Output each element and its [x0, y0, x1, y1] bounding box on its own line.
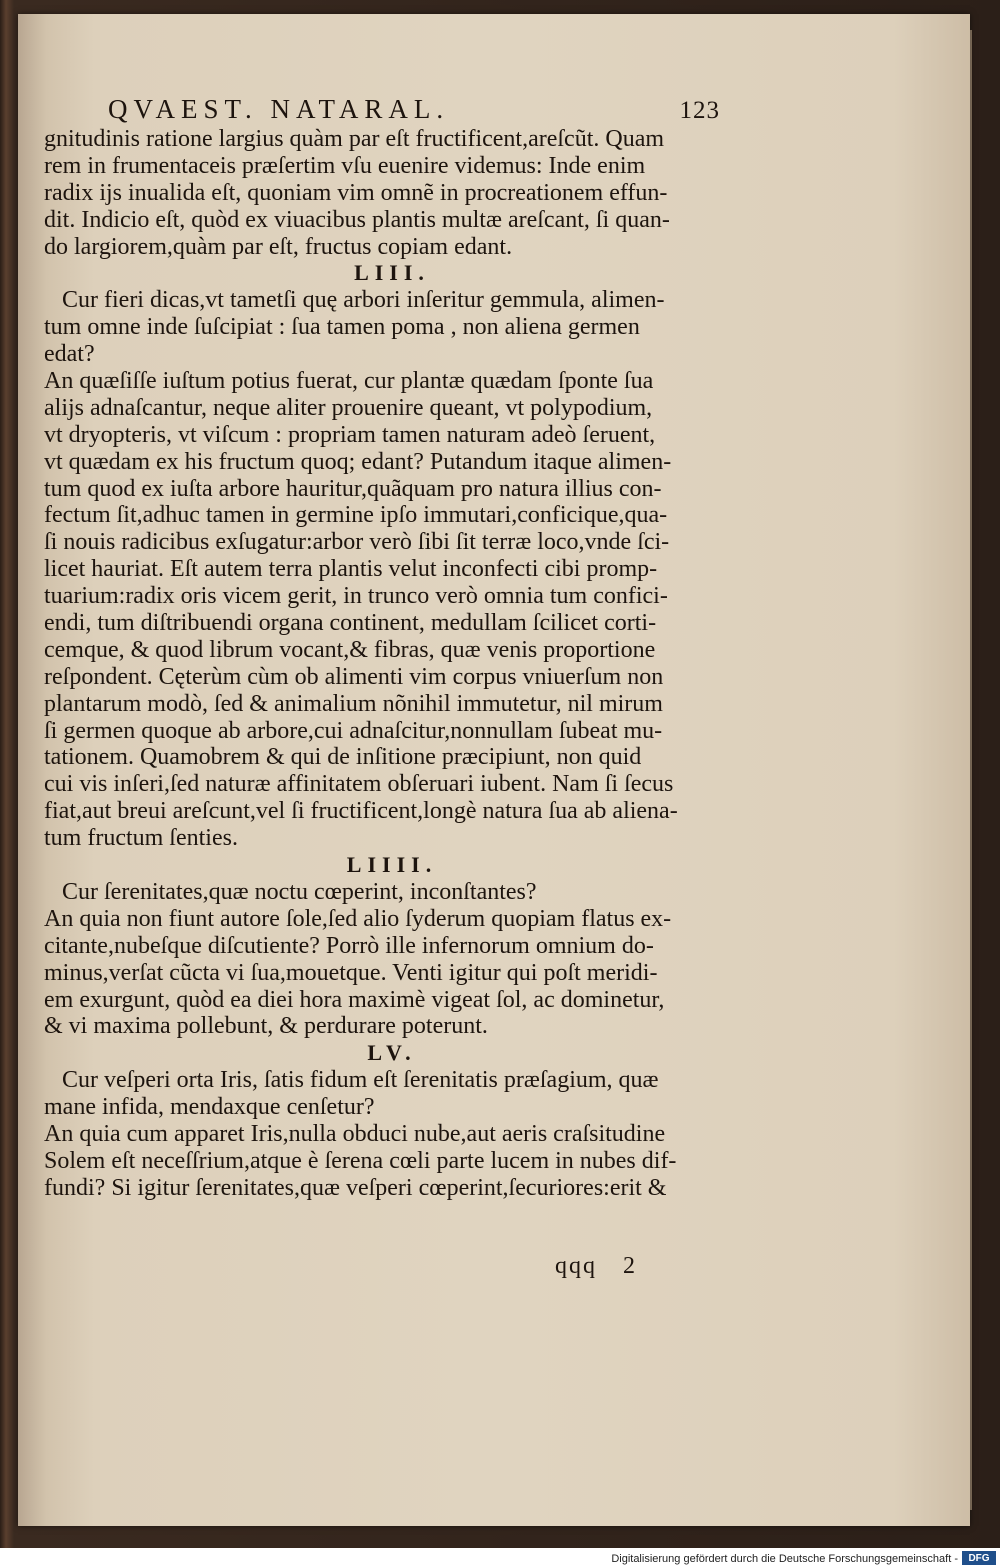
text-line: vt dryopteris, vt viſcum : propriam tamen naturam adeò ſeruent, — [44, 421, 656, 448]
text-line: gnitudinis ratione largius quàm par eſt fructificent,areſcũt. Quam — [44, 126, 665, 152]
text-line: mane infida, mendaxque cenſetur? — [44, 1094, 375, 1121]
running-head — [108, 96, 720, 126]
text-line: do largiorem,quàm par eſt, fructus copiam edant. — [44, 233, 513, 260]
text-line: fiat,aut breui areſcunt,vel ſi fructificent,longè natura ſua ab aliena- — [44, 798, 678, 825]
text-line: Cur fieri dicas,vt tametſi quę arbori inſeritur gemmula, alimen- — [62, 287, 665, 314]
text-line: ſi nouis radicibus exſugatur:arbor verò ſibi ſit terræ loco,vnde ſci- — [44, 529, 670, 556]
text-line: licet hauriat. Eſt autem terra plantis velut inconfecti cibi promp- — [44, 556, 658, 583]
text-line: tum omne inde ſuſcipiat : ſua tamen poma , non aliena germen — [44, 314, 640, 341]
text-line: tum quod ex iuſta arbore hauritur,quãquam pro natura illius con- — [44, 475, 662, 502]
section-heading: LIIII. — [346, 852, 438, 878]
text-line: cemque, & quod librum vocant,& fibras, quæ venis proportione — [44, 636, 656, 663]
text-line: alijs adnaſcantur, neque aliter prouenire queant, vt polypodium, — [44, 394, 653, 421]
text-line: minus,verſat cũcta vi ſua,mouetque. Venti igitur qui poſt meridi- — [44, 959, 658, 986]
text-line: rem in frumentaceis præſertim vſu euenire videmus: Inde enim — [44, 152, 646, 179]
text-line: plantarum modò, ſed & animalium nõnihil immutetur, nil mirum — [44, 690, 663, 717]
answer-paragraph — [44, 1121, 724, 1202]
text-line: radix ijs inualida eſt, quoniam vim omnẽ in procreationem effun- — [44, 179, 668, 206]
text-line: An quia cum apparet Iris,nulla obduci nube,aut aeris craſsitudine — [44, 1120, 666, 1147]
text-line: fundi? Si igitur ſerenitates,quæ veſperi cœperint,ſecuriores:erit & — [44, 1174, 667, 1201]
paragraph-continuation — [44, 126, 724, 260]
text-line: vt quædam ex his fructum quoq; edant? Putandum itaque alimen- — [44, 448, 672, 475]
text-line: edat? — [44, 341, 95, 368]
text-line: em exurgunt, quòd ea diei hora maximè vigeat ſol, ac dominetur, — [44, 986, 665, 1013]
page-number: 123 — [679, 97, 720, 124]
question-paragraph — [44, 287, 724, 368]
answer-paragraph — [44, 368, 724, 852]
question-paragraph — [44, 1067, 724, 1121]
text-line: cui vis inſeri,ſed naturæ affinitatem obſeruari iubent. Nam ſi ſecus — [44, 771, 674, 798]
section-heading: LIII. — [354, 260, 430, 286]
dfg-logo: DFG — [962, 1551, 996, 1565]
running-head-title: QVAEST. NATARAL. — [108, 94, 450, 124]
question-paragraph — [44, 879, 724, 906]
text-line: ſi germen quoque ab arbore,cui adnaſcitur,nonnullam ſubeat mu- — [44, 717, 663, 744]
text-line: tuarium:radix oris vicem gerit, in trunco verò omnia tum confici- — [44, 583, 668, 610]
text-line: Cur veſperi orta Iris, ſatis fidum eſt ſerenitatis præſagium, quæ — [62, 1067, 659, 1094]
signature-mark: qqq 2 — [555, 1253, 637, 1279]
text-line: reſpondent. Cęterùm cùm ob alimenti vim corpus vniuerſum non — [44, 663, 664, 690]
text-line: fectum ſit,adhuc tamen in germine ipſo immutari,conficique,qua- — [44, 502, 668, 529]
text-line: Solem eſt neceſſrium,atque è ſerena cœli parte lucem in nubes dif- — [44, 1147, 677, 1174]
answer-paragraph — [44, 906, 724, 1040]
text-line: endi, tum diſtribuendi organa continent, medullam ſcilicet corti- — [44, 610, 657, 637]
text-line: An quæſiſſe iuſtum potius fuerat, cur plantæ quædam ſponte ſua — [44, 368, 654, 395]
text-line: Cur ſerenitates,quæ noctu cœperint, inconſtantes? — [62, 878, 537, 905]
text-line: tationem. Quamobrem & qui de inſitione præcipiunt, non quid — [44, 744, 642, 771]
page-text — [44, 96, 724, 1202]
text-line: citante,nubeſque diſcutiente? Porrò ille infernorum omnium do- — [44, 932, 654, 959]
text-line: dit. Indicio eſt, quòd ex viuacibus plantis multæ areſcant, ſi quan- — [44, 206, 670, 233]
funding-credit: Digitalisierung gefördert durch die Deutsche Forschungsgemeinschaft - — [611, 1553, 958, 1565]
text-line: An quia non fiunt autore ſole,ſed alio ſyderum quopiam flatus ex- — [44, 905, 672, 932]
text-line: & vi maxima pollebunt, & perdurare poterunt. — [44, 1013, 488, 1040]
text-line: tum fructum ſenties. — [44, 825, 238, 852]
section-heading: LV. — [367, 1040, 417, 1066]
